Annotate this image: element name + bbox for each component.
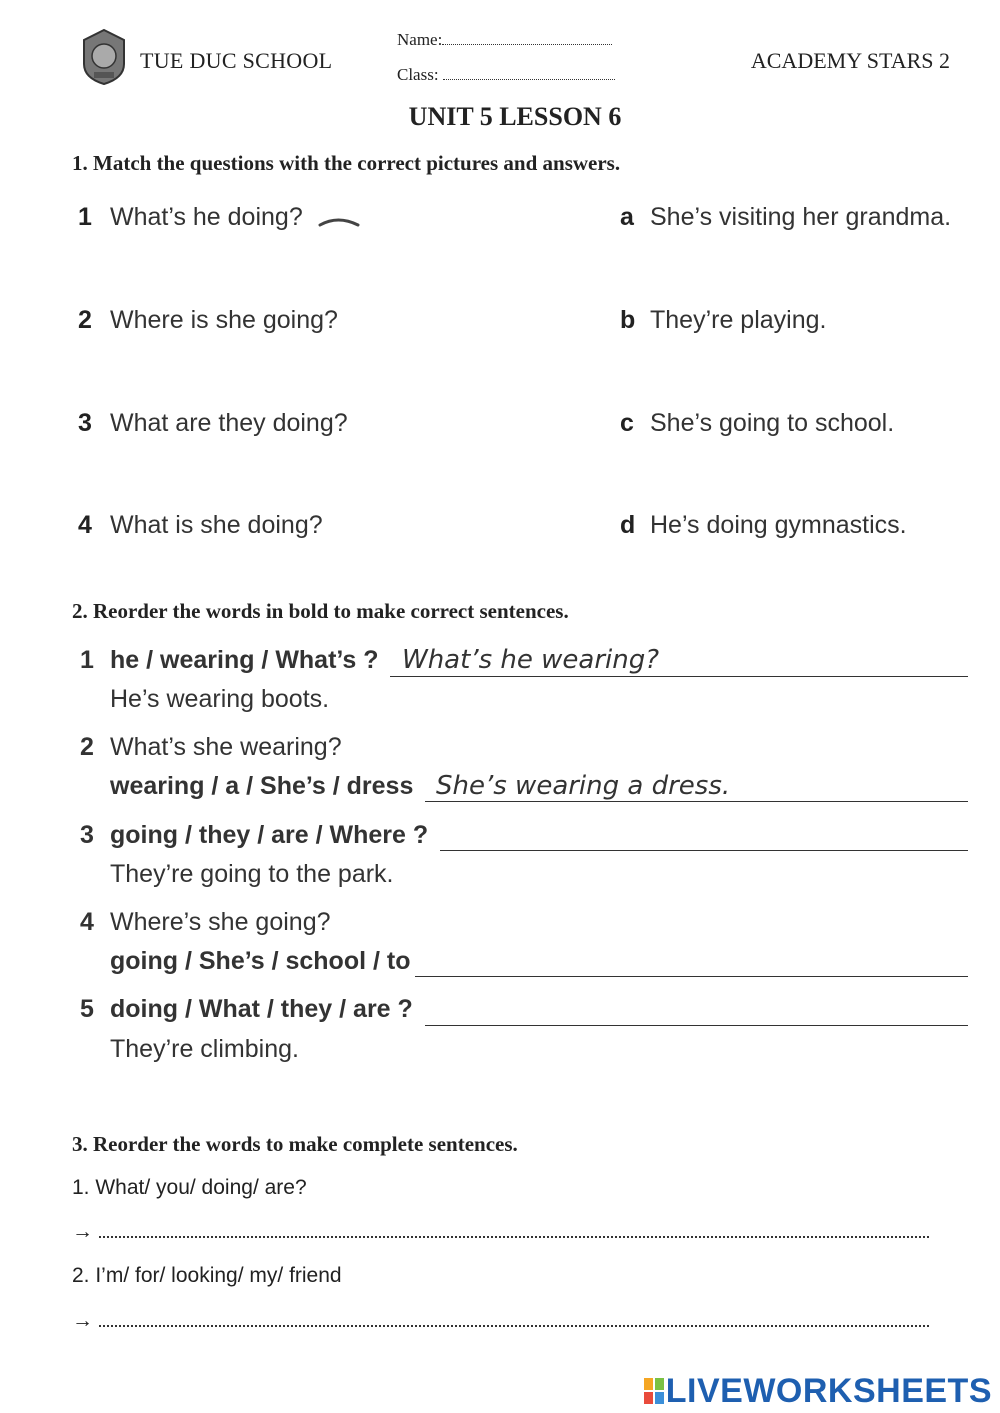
arrow-icon: → [72, 1309, 93, 1332]
school-name: TUE DUC SCHOOL [140, 48, 333, 73]
section1-heading: 1. Match the questions with the correct pictures and answers. [72, 151, 621, 175]
reorder-2-prompt: wearing / a / She’s / dress [110, 772, 414, 800]
school-logo [80, 28, 128, 86]
liveworksheets-badge-icon [644, 1374, 664, 1400]
question-3: 3 What are they doing? [78, 409, 348, 437]
sentence-1-prompt: 1. What/ you/ doing/ are? [72, 1176, 307, 1199]
reorder-3-prompt: going / they / are / Where ? [110, 821, 429, 849]
reorder-2-answer: She’s wearing a dress. [436, 771, 731, 801]
arrow-icon: → [72, 1220, 93, 1243]
reorder-4-question: Where’s she going? [110, 908, 331, 936]
reorder-3-response: They’re going to the park. [110, 860, 394, 888]
reorder-5-answer-line[interactable] [425, 995, 968, 1026]
question-2: 2 Where is she going? [78, 306, 338, 334]
reorder-1-number: 1 [80, 646, 94, 674]
answer-d[interactable]: d He’s doing gymnastics. [620, 511, 907, 539]
section2-heading: 2. Reorder the words in bold to make correct sentences. [72, 599, 569, 623]
reorder-2-number: 2 [80, 733, 94, 761]
sentence-1-answer[interactable] [72, 1220, 929, 1244]
reorder-5-prompt: doing / What / they / are ? [110, 995, 413, 1023]
reorder-1-answer: What’s he wearing? [402, 645, 660, 675]
liveworksheets-logo[interactable]: LIVEWORKSHEETS [644, 1372, 992, 1411]
reorder-5-response: They’re climbing. [110, 1035, 299, 1063]
reorder-3-answer-line[interactable] [440, 820, 968, 851]
match-line-stub [318, 215, 360, 229]
question-1: 1 What’s he doing? [78, 203, 303, 231]
reorder-3-number: 3 [80, 821, 94, 849]
question-4: 4 What is she doing? [78, 511, 323, 539]
reorder-1-prompt: he / wearing / What’s ? [110, 646, 379, 674]
reorder-1-response: He’s wearing boots. [110, 685, 330, 713]
class-label: Class: [397, 65, 439, 84]
answer-c[interactable]: c She’s going to school. [620, 409, 895, 437]
reorder-4-number: 4 [80, 908, 94, 936]
name-field[interactable] [397, 30, 612, 50]
sentence-2-prompt: 2. I’m/ for/ looking/ my/ friend [72, 1264, 342, 1287]
section3-heading: 3. Reorder the words to make complete sentences. [72, 1132, 518, 1156]
reorder-2-question: What’s she wearing? [110, 733, 342, 761]
class-field[interactable] [397, 65, 615, 85]
page-title: UNIT 5 LESSON 6 [408, 102, 622, 131]
sentence-2-answer[interactable] [72, 1309, 929, 1333]
reorder-4-prompt: going / She’s / school / to [110, 947, 411, 975]
series-name: ACADEMY STARS 2 [750, 48, 950, 73]
reorder-5-number: 5 [80, 995, 94, 1023]
answer-b[interactable]: b They’re playing. [620, 306, 827, 334]
reorder-4-answer-line[interactable] [415, 946, 968, 977]
name-label: Name: [397, 30, 443, 49]
answer-a[interactable]: a She’s visiting her grandma. [620, 203, 952, 231]
